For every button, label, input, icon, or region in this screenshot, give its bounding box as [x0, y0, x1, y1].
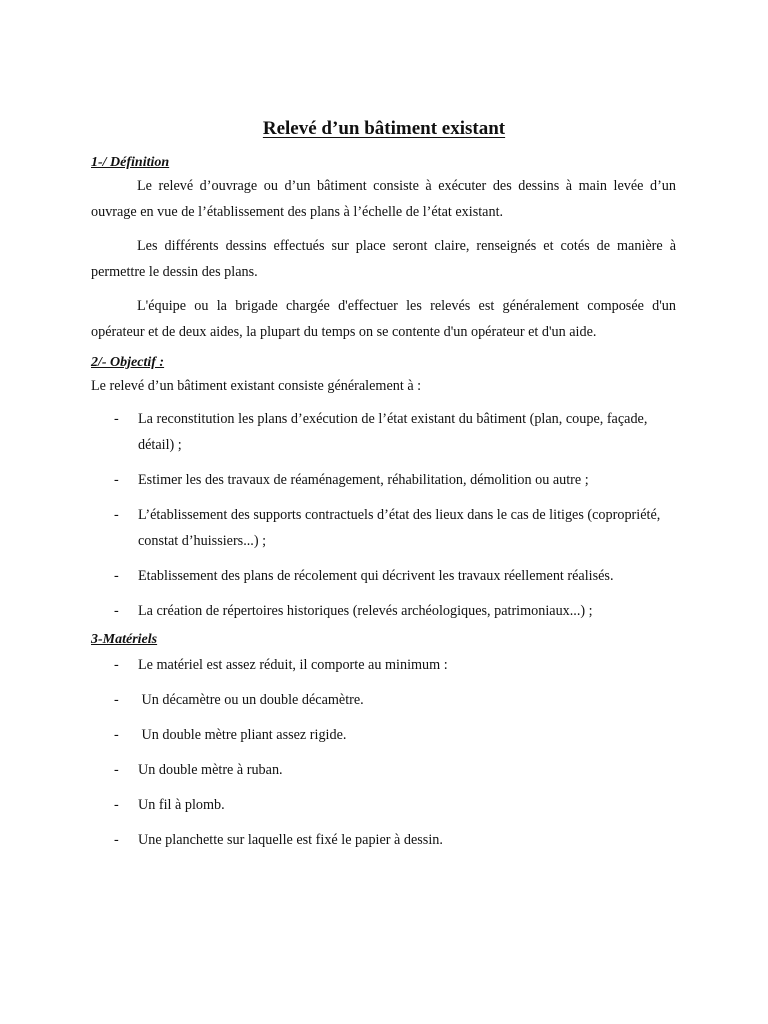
section-heading-materiels: 3-Matériels	[91, 632, 158, 647]
objectif-list	[91, 406, 676, 624]
bullet-dash: -	[114, 657, 119, 673]
list-item-text: Le matériel est assez réduit, il comporte au minimum :	[138, 657, 448, 673]
list-item	[91, 687, 676, 713]
list-item	[91, 502, 676, 554]
bullet-dash: -	[114, 603, 119, 619]
paragraph: Les différents dessins effectués sur place seront claire, renseignés et cotés de manière à permettre le dessin des plans.	[91, 238, 676, 280]
list-item	[91, 563, 676, 589]
bullet-dash: -	[114, 472, 119, 488]
bullet-dash: -	[114, 692, 119, 708]
document-title: Relevé d’un bâtiment existant	[262, 118, 506, 139]
paragraph: Le relevé d’ouvrage ou d’un bâtiment consiste à exécuter des dessins à main levée d’un ouvrage en vue de l’établissement des plans à l’échelle de l’état existant.	[91, 178, 676, 220]
list-item-text: Un double mètre pliant assez rigide.	[138, 727, 347, 743]
bullet-dash: -	[114, 568, 119, 584]
list-item	[91, 757, 676, 783]
materiels-list	[91, 652, 676, 853]
section-materiels	[91, 630, 676, 853]
list-item-text: La création de répertoires historiques (relevés archéologiques, patrimoniaux...) ;	[138, 603, 593, 619]
bullet-dash: -	[114, 727, 119, 743]
list-item	[91, 406, 676, 458]
list-item-text: Une planchette sur laquelle est fixé le papier à dessin.	[138, 832, 443, 848]
bullet-dash: -	[114, 797, 119, 813]
list-item	[91, 792, 676, 818]
bullet-dash: -	[114, 507, 119, 523]
list-item	[91, 827, 676, 853]
section-objectif	[91, 353, 676, 624]
list-item	[91, 467, 676, 493]
paragraph: L'équipe ou la brigade chargée d'effectuer les relevés est généralement composée d'un opérateur et de deux aides, la plupart du temps on se contente d'un opérateur et d'un aide.	[91, 298, 676, 340]
section-definition	[91, 153, 676, 345]
bullet-dash: -	[114, 411, 119, 427]
list-item-text: Un fil à plomb.	[138, 797, 225, 813]
bullet-dash: -	[114, 762, 119, 778]
document-body	[91, 153, 676, 853]
list-item-text: L’établissement des supports contractuels d’état des lieux dans le cas de litiges (copropriété, constat d’huissiers...) ;	[138, 507, 661, 549]
objectif-lead: Le relevé d’un bâtiment existant consiste généralement à :	[91, 378, 422, 394]
list-item	[91, 598, 676, 624]
list-item	[91, 722, 676, 748]
section-heading-objectif: 2/- Objectif :	[91, 355, 165, 370]
list-item-text: Un double mètre à ruban.	[138, 762, 283, 778]
list-item	[91, 652, 676, 678]
bullet-dash: -	[114, 832, 119, 848]
list-item-text: La reconstitution les plans d’exécution de l’état existant du bâtiment (plan, coupe, façade, détail) ;	[138, 411, 648, 453]
list-item-text: Etablissement des plans de récolement qui décrivent les travaux réellement réalisés.	[138, 568, 614, 584]
list-item-text: Un décamètre ou un double décamètre.	[138, 692, 364, 708]
list-item-text: Estimer les des travaux de réaménagement, réhabilitation, démolition ou autre ;	[138, 472, 589, 488]
section-heading-definition: 1-/ Définition	[91, 155, 170, 170]
